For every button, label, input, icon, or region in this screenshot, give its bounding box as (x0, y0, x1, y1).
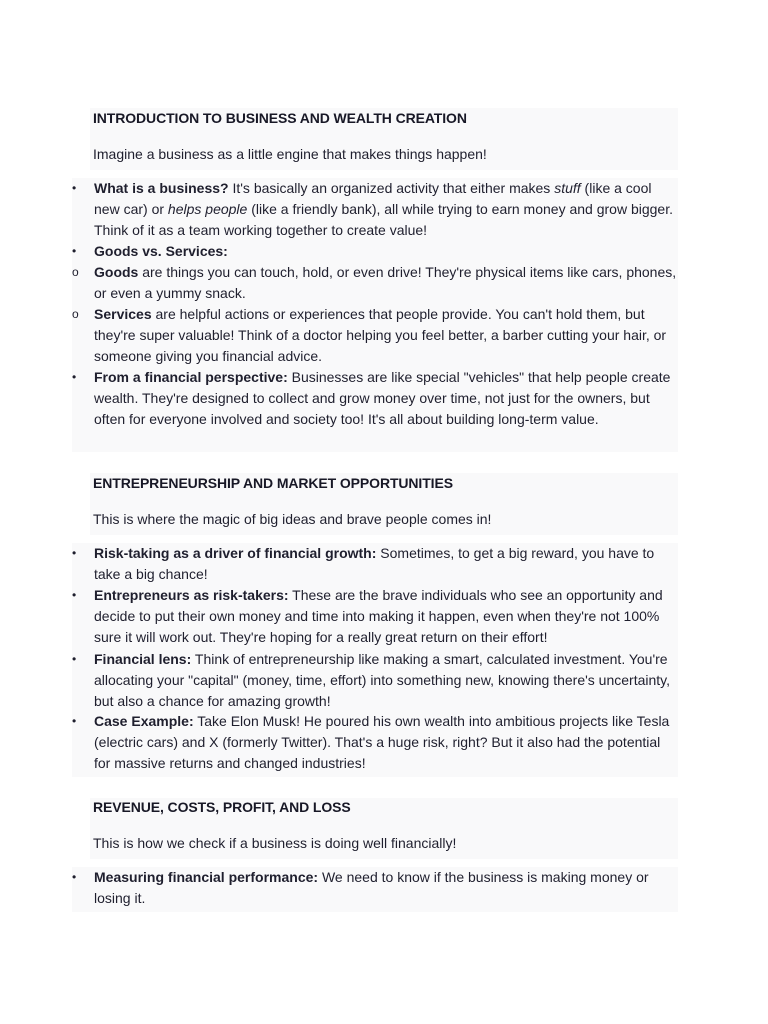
item-text: are things you can touch, hold, or even drive! They're physical items like cars, phones, or even a yummy snack. (94, 264, 677, 301)
item-term: From a financial perspective: (94, 369, 288, 385)
item-text: We need to know if the business is making money or losing it. (94, 869, 649, 906)
bullet-marker: o (72, 307, 79, 321)
item-term: Measuring financial performance: (94, 869, 319, 885)
item-text: (like a cool new car) or (94, 180, 652, 217)
item-term: Entrepreneurs as risk-takers: (94, 587, 289, 603)
bullet-marker: o (72, 265, 79, 279)
item-text: Businesses are like special "vehicles" that help people create wealth. They're designed to collect and grow money over time, not just for the owners, but often for everyone involved and society too! It's all about building long-term value. (94, 369, 671, 427)
list-item (94, 241, 678, 262)
list-item (94, 304, 678, 367)
bullet-marker: • (72, 652, 77, 666)
item-emphasis: helps people (167, 201, 248, 217)
list-item (94, 543, 678, 585)
bullet-marker: • (72, 546, 77, 560)
item-text: Think of entrepreneurship like making a smart, calculated investment. You're allocating your "capital" (money, time, effort) into something new, knowing there's uncertainty, but also a chance for amazing growth! (94, 651, 671, 709)
bullet-marker: • (72, 588, 77, 602)
list-item (94, 711, 678, 774)
item-term: What is a business? (94, 180, 229, 196)
item-emphasis: stuff (554, 180, 581, 196)
list-item (94, 178, 678, 241)
list-item (94, 262, 678, 304)
item-term: Goods (94, 264, 139, 280)
item-text: It's basically an organized activity that either makes (228, 180, 555, 196)
section-intro: This is where the magic of big ideas and brave people comes in! (93, 511, 492, 527)
item-text: are helpful actions or experiences that people provide. You can't hold them, but they're super valuable! Think of a doctor helping you feel better, a barber cutting your hair, or someone giving you financial advice. (94, 306, 667, 364)
section-heading: ENTREPRENEURSHIP AND MARKET OPPORTUNITIES (93, 475, 453, 491)
item-term: Risk-taking as a driver of financial growth: (94, 545, 377, 561)
item-text: Take Elon Musk! He poured his own wealth into ambitious projects like Tesla (electric cars) and X (formerly Twitter). That's a huge risk, right? But it also had the potential for massive returns and changed industries! (94, 713, 670, 771)
section-intro: This is how we check if a business is doing well financially! (93, 835, 457, 851)
item-term: Goods vs. Services: (94, 243, 228, 259)
list-item (94, 649, 678, 712)
item-term: Case Example: (94, 713, 194, 729)
section-heading: INTRODUCTION TO BUSINESS AND WEALTH CREATION (93, 110, 467, 126)
list-item (94, 367, 678, 430)
item-text: (like a friendly bank), all while trying to earn money and grow bigger. Think of it as a team working together to create value! (94, 201, 673, 238)
item-text: Sometimes, to get a big reward, you have to take a big chance! (94, 545, 655, 582)
bullet-marker: • (72, 370, 77, 384)
item-term: Financial lens: (94, 651, 192, 667)
bullet-marker: • (72, 870, 77, 884)
list-item (94, 585, 678, 648)
section-intro: Imagine a business as a little engine that makes things happen! (93, 146, 487, 162)
bullet-marker: • (72, 181, 77, 195)
item-text: These are the brave individuals who see an opportunity and decide to put their own money and time into making it happen, even when they're not 100% sure it will work out. They're hoping for a really great return on their effort! (94, 587, 663, 645)
section-heading: REVENUE, COSTS, PROFIT, AND LOSS (93, 799, 351, 815)
list-item (94, 867, 678, 909)
item-term: Services (94, 306, 152, 322)
bullet-marker: • (72, 714, 77, 728)
bullet-marker: • (72, 244, 77, 258)
